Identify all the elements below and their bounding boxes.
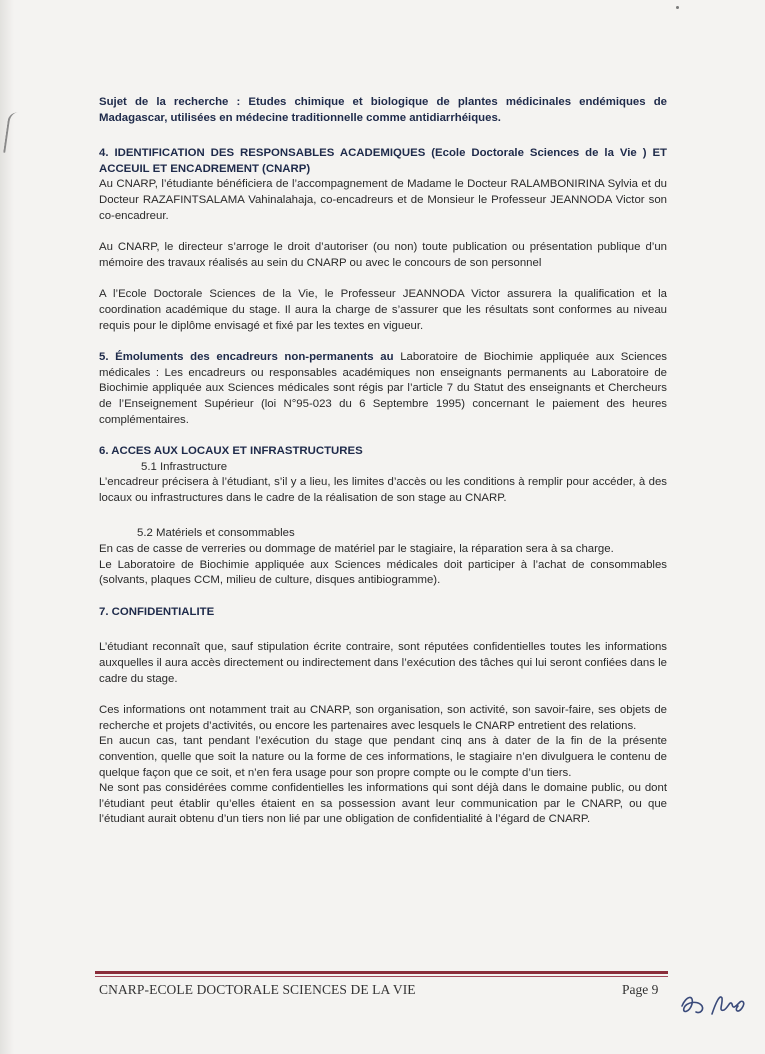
section-4-para-1: Au CNARP, l’étudiante bénéficiera de l’accompagnement de Madame le Docteur RALAMBONIRINA Sylvia et du Docteur RAZAFINTSALAMA Vahinalahaja, co-encadreurs et de Monsieur le Professeur JEANNODA Victor son co-encadreur.: [99, 178, 667, 222]
footer-rule-thin: [95, 976, 668, 977]
section-6-para-3: Le Laboratoire de Biochimie appliquée aux Sciences médicales doit participer à l’achat de consommables (solvants, plaques CCM, milieu de culture, disques antibiogramme).: [99, 558, 667, 587]
section-7-para-4: Ne sont pas considérées comme confidentielles les informations qui sont déjà dans le domaine public, ou dont l’étudiant peut établir qu’elles étaient en sa possession avant leur communication par le CNARP, ou que l’étudiant aurait obtenu d’un tiers non lié par une obligation de confidentialité à l’égard de CNARP.: [99, 782, 667, 826]
section-6-para-2: En cas de casse de verreries ou dommage de matériel par le stagiaire, la réparation sera à sa charge.: [99, 543, 614, 556]
section-7-para-2: Ces informations ont notamment trait au CNARP, son organisation, son activité, son savoir-faire, ses objets de recherche et projets d’activités, ou encore les partenaires avec lesquels le CNARP entretient des relations.: [99, 704, 667, 732]
section-5-text: Laboratoire de Biochimie appliquée aux Sciences médicales : Les encadreurs ou responsables académiques non enseignants permanents au Laboratoire de Biochimie appliquée aux Sciences médicales sont régis par l’article 7 du Statut des enseignants et Chercheurs de l’Enseignement Supérieur (loi N°95-023 du 6 Septembre 1995) concernant le paiement des heures complémentaires.: [99, 351, 667, 426]
section-6-sub-2: 5.2 Matériels et consommables: [137, 527, 295, 540]
section-7-heading: 7. CONFIDENTIALITE: [99, 605, 215, 618]
section-5-heading: 5. Émoluments des encadreurs non-permanents au: [99, 351, 394, 364]
footer-institution: CNARP-ECOLE DOCTORALE SCIENCES DE LA VIE: [99, 982, 416, 997]
research-subject: Sujet de la recherche : Etudes chimique et biologique de plantes médicinales endémiques de Madagascar, utilisées en médecine traditionnelle comme antidiarrhéiques.: [99, 96, 667, 124]
footer-rule: [95, 971, 668, 974]
section-7-para-1: L’étudiant reconnaît que, sauf stipulation écrite contraire, sont réputées confidentielles toutes les informations auxquelles il aura accès directement ou indirectement dans l’exécution des tâches qui lui seront confiées dans le cadre du stage.: [99, 641, 667, 685]
signature-initials: [676, 984, 756, 1024]
page-scan-shadow: [0, 0, 14, 1054]
section-4-para-2: Au CNARP, le directeur s’arroge le droit d’autoriser (ou non) toute publication ou présentation publique d’un mémoire des travaux réalisés au sein du CNARP ou avec le concours de son personnel: [99, 241, 667, 269]
section-7-para-3: En aucun cas, tant pendant l’exécution du stage que pendant cinq ans à dater de la fin de la présente convention, quelle que soit la nature ou la forme de ces informations, le stagiaire n’en divulguera le contenu de quelque façon que ce soit, et n’en fera usage pour son propre compte ou le compte d’un tiers.: [99, 735, 667, 779]
scan-dot: [676, 6, 679, 9]
section-6-para-1: L’encadreur précisera à l’étudiant, s’il y a lieu, les limites d’accès ou les conditions à remplir pour accéder, à des locaux ou infrastructures dans le cadre de la réalisation de son stage au CNARP.: [99, 476, 667, 504]
document-body: [99, 95, 667, 828]
section-6-heading: 6. ACCES AUX LOCAUX ET INFRASTRUCTURES: [99, 445, 363, 458]
section-4-heading: 4. IDENTIFICATION DES RESPONSABLES ACADEMIQUES (Ecole Doctorale Sciences de la Vie ) ET ACCEUIL ET ENCADREMENT (CNARP): [99, 147, 667, 175]
section-6-sub-1: 5.1 Infrastructure: [141, 460, 228, 473]
page-number: Page 9: [622, 982, 659, 997]
section-4-para-3: A l’Ecole Doctorale Sciences de la Vie, le Professeur JEANNODA Victor assurera la qualification et la coordination académique du stage. Il aura la charge de s’assurer que les résultats sont conformes au niveau requis pour le diplôme envisagé et fixé par les textes en vigueur.: [99, 288, 667, 332]
section-5-paragraph: [99, 350, 667, 428]
